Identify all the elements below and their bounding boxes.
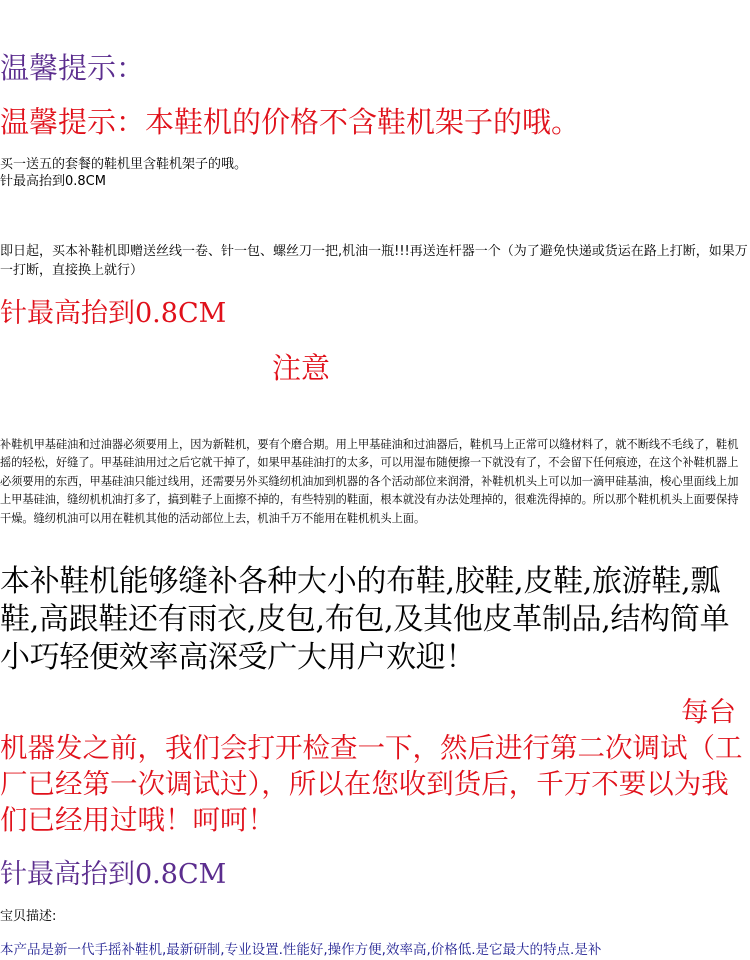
- needle-height-heading-2: 针最高抬到0.8CM: [0, 859, 227, 890]
- needle-height-heading: 针最高抬到0.8CM: [0, 298, 227, 329]
- needle-height-note: 针最高抬到0.8CM: [0, 174, 106, 189]
- product-usage-description: 本补鞋机能够缝补各种大小的布鞋,胶鞋,皮鞋,旅游鞋,瓢鞋,高跟鞋还有雨衣,皮包,布包,及其他皮革制品,结构简单小巧轻便效率高深受广大用户欢迎！: [0, 564, 730, 675]
- item-description-label: 宝贝描述:: [0, 909, 57, 924]
- product-intro-text: 本产品是新一代手摇补鞋机,最新研制,专业设置.性能好,操作方便,效率高,价格低.是它最大的特点.是补: [0, 942, 602, 958]
- silicone-oil-paragraph: 补鞋机甲基硅油和过油器必须要用上，因为新鞋机，要有个磨合期。用上甲基硅油和过油器后，鞋机马上正常可以缝材料了，就不断线不毛线了，鞋机摇的轻松，好缝了。甲基硅油用过之后它就干掉了，如果甲基硅油打的太多，可以用湿布随便擦一下就没有了，不会留下任何痕迹，在这个补鞋机器上必须要用的东西，甲基硅油只能过线用，还需要另外买缝纫机油加到机器的各个活动部位来润滑，补鞋机机头上可以加一滴甲硅基油，梭心里面线上加上甲基硅油，缝纫机机油打多了，搞到鞋子上面擦不掉的，有些特别的鞋面，根本就没有办法处理掉的，很难洗得掉的。所以那个鞋机机头上面要保持干燥。缝纫机油可以用在鞋机其他的活动部位上去，机油千万不能用在鞋机机头上面。: [0, 436, 748, 528]
- promo-gift-text: 即日起，买本补鞋机即赠送丝线一卷、针一包、螺丝刀一把,机油一瓶!!!再送连杆器一个（为了避免快递或货运在路上打断，如果万一打断，直接换上就行）: [0, 244, 748, 278]
- inspection-notice-head: 每台: [681, 696, 736, 728]
- inspection-notice: [0, 694, 748, 838]
- attention-heading: 注意: [272, 351, 331, 385]
- tip-price-notice: 温馨提示：本鞋机的价格不含鞋机架子的哦。: [0, 105, 581, 139]
- tip-heading: 温馨提示：: [0, 51, 146, 85]
- combo-note: 买一送五的套餐的鞋机里含鞋机架子的哦。: [0, 157, 248, 172]
- inspection-notice-body: 机器发之前，我们会打开检查一下，然后进行第二次调试（工厂已经第一次调试过），所以在您收到货后，千万不要以为我们已经用过哦！呵呵！: [0, 732, 743, 836]
